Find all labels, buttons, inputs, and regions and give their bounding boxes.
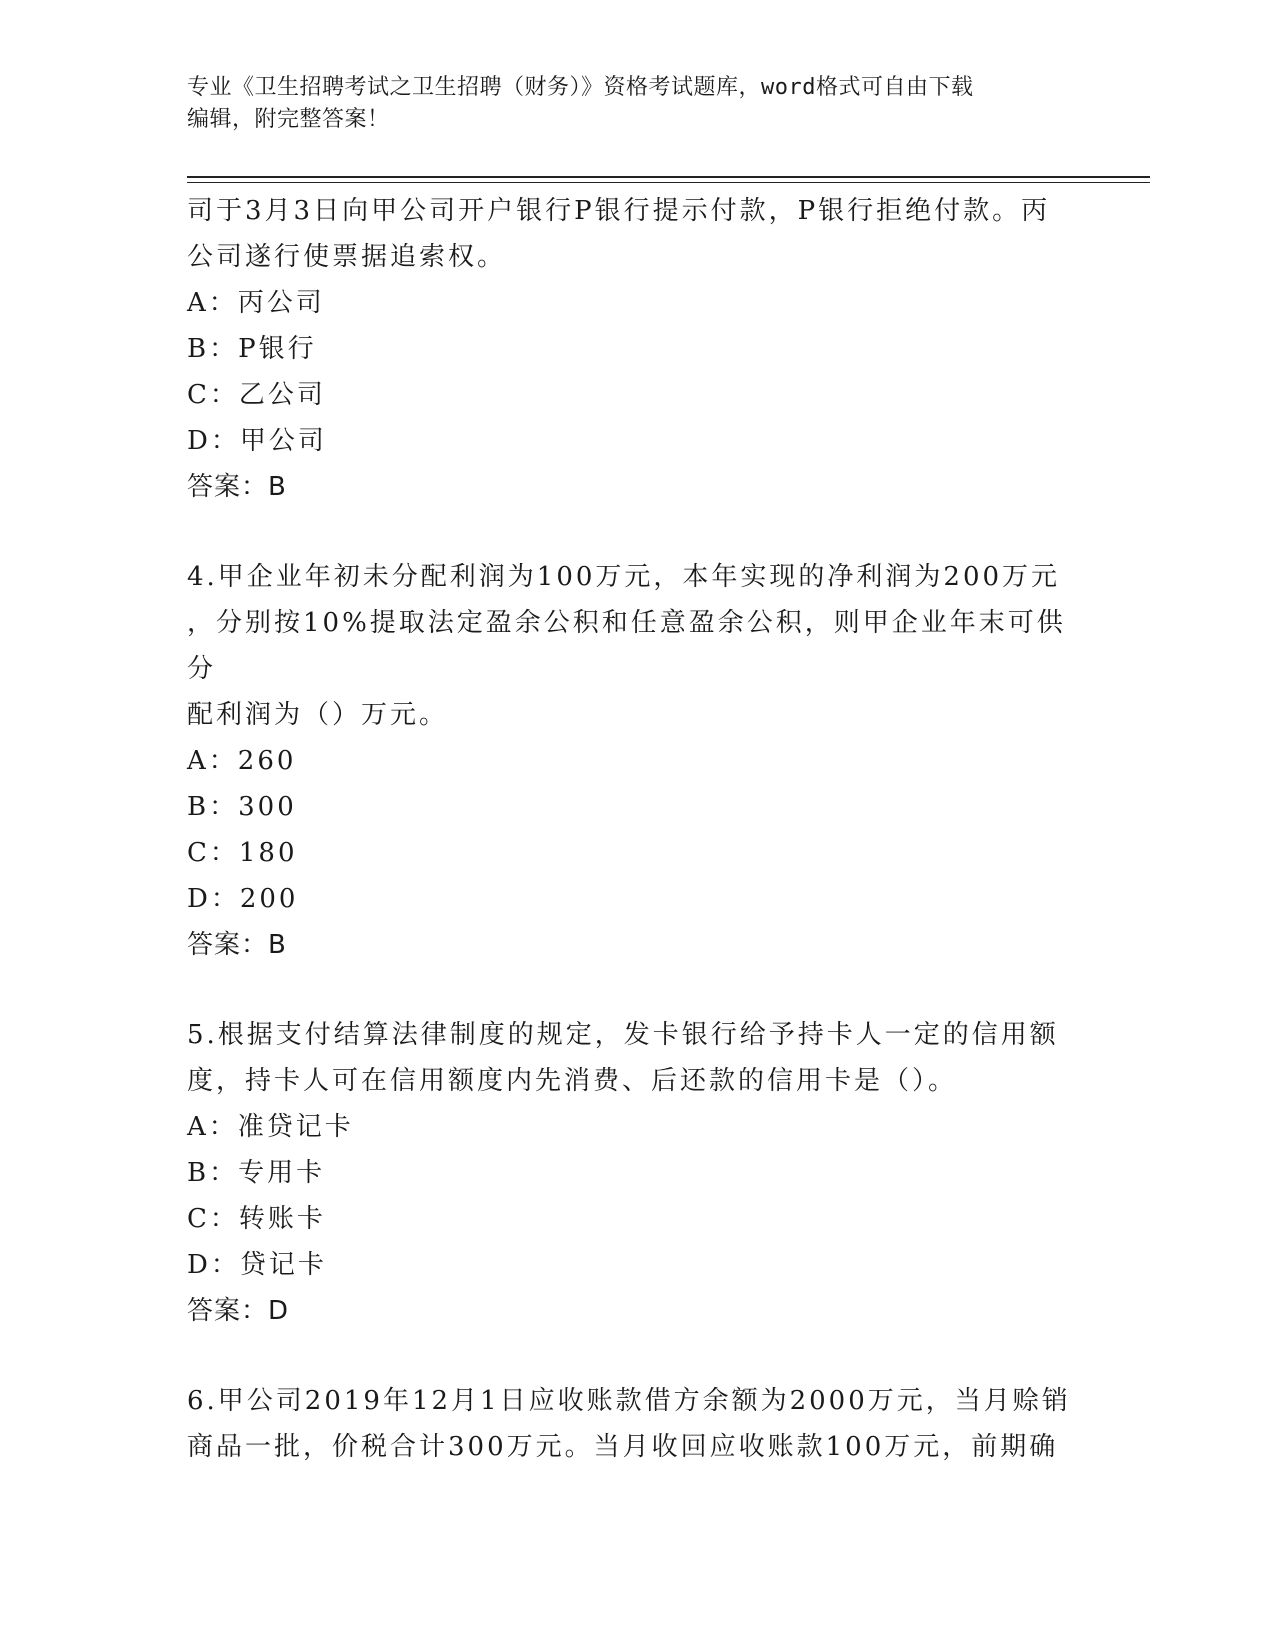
question-text-line: 4.甲企业年初未分配利润为100万元，本年实现的净利润为200万元 <box>187 562 1061 592</box>
answer-line: 答案：D <box>187 1296 290 1326</box>
header-line-1: 专业《卫生招聘考试之卫生招聘（财务）》资格考试题库，word格式可自由下载 <box>187 75 974 100</box>
question-text-line: 司于3月3日向甲公司开户银行P银行提示付款，P银行拒绝付款。丙 <box>187 196 1051 226</box>
question-text-line: 5.根据支付结算法律制度的规定，发卡银行给予持卡人一定的信用额 <box>187 1020 1059 1050</box>
option-c: C：乙公司 <box>187 380 326 410</box>
option-b: B：P银行 <box>187 334 317 364</box>
document-header <box>187 72 1087 136</box>
question-text-line: 商品一批，价税合计300万元。当月收回应收账款100万元，前期确 <box>187 1432 1059 1462</box>
header-line-2: 编辑，附完整答案！ <box>187 107 390 132</box>
option-b: B：300 <box>187 792 297 822</box>
option-c: C：转账卡 <box>187 1204 326 1234</box>
question-text-line: 公司遂行使票据追索权。 <box>187 242 507 272</box>
header-rule-thin <box>187 182 1150 183</box>
option-d: D：200 <box>187 884 299 914</box>
answer-line: 答案：B <box>187 472 287 502</box>
question-text-line: ，分别按10%提取法定盈余公积和任意盈余公积，则甲企业年末可供分 <box>187 608 1066 684</box>
question-text-line: 度，持卡人可在信用额度内先消费、后还款的信用卡是（）。 <box>187 1066 958 1096</box>
question-text-line: 6.甲公司2019年12月1日应收账款借方余额为2000万元，当月赊销 <box>187 1386 1071 1416</box>
question-5 <box>187 1012 1087 1334</box>
option-a: A：准贷记卡 <box>187 1112 354 1142</box>
header-rule-thick <box>187 176 1150 178</box>
question-3-continuation <box>187 188 1087 510</box>
question-4 <box>187 554 1087 968</box>
option-c: C：180 <box>187 838 298 868</box>
question-text-line: 配利润为（）万元。 <box>187 700 449 730</box>
option-b: B：专用卡 <box>187 1158 326 1188</box>
answer-line: 答案：B <box>187 930 287 960</box>
option-a: A：260 <box>187 746 297 776</box>
question-6 <box>187 1378 1087 1470</box>
option-a: A：丙公司 <box>187 288 325 318</box>
document-body <box>187 188 1087 1470</box>
option-d: D：贷记卡 <box>187 1250 327 1280</box>
option-d: D：甲公司 <box>187 426 327 456</box>
